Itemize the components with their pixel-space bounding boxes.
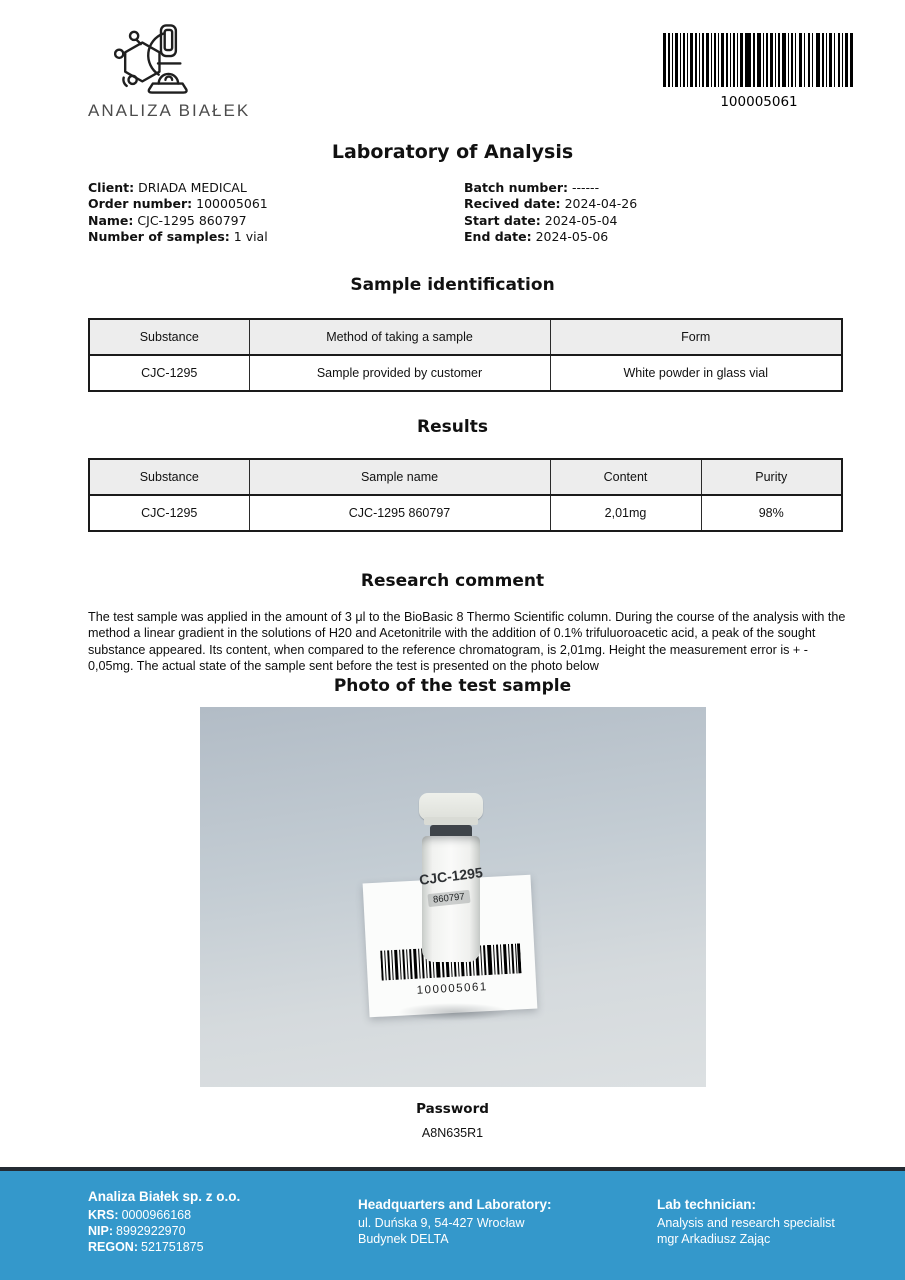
column-header: Purity <box>701 459 842 495</box>
column-header: Substance <box>89 459 249 495</box>
nip-line: NIP: 8992922970 <box>88 1224 186 1238</box>
password-value: A8N635R1 <box>421 1125 484 1140</box>
table-cell: 98% <box>701 495 842 531</box>
sample-identification-table <box>88 318 843 392</box>
order-info-right <box>464 180 637 246</box>
footer-company-block <box>88 1171 358 1280</box>
name-line: Name: CJC-1295 860797 <box>88 212 247 228</box>
sample-photo <box>200 707 706 1087</box>
results-table <box>88 458 843 532</box>
table-cell: Sample provided by customer <box>249 355 550 391</box>
end-line: End date: 2024-05-06 <box>464 229 609 245</box>
table-cell: 2,01mg <box>550 495 701 531</box>
column-header: Sample name <box>249 459 550 495</box>
krs-line: KRS: 0000966168 <box>88 1208 192 1222</box>
column-header: Form <box>550 319 842 355</box>
received-line: Recived date: 2024-04-26 <box>464 196 638 212</box>
microscope-molecule-icon <box>114 20 196 98</box>
photo-heading: Photo of the test sample <box>333 675 572 696</box>
vial-shadow <box>398 1003 510 1021</box>
results-heading: Results <box>417 416 488 437</box>
password-heading: Password <box>416 1100 489 1117</box>
vial-body <box>417 836 484 962</box>
order-number-line: Order number: 100005061 <box>88 196 268 212</box>
vial-batch-label: 860797 <box>427 889 470 906</box>
footer-address-block <box>358 1171 657 1280</box>
sample-vial <box>419 793 483 962</box>
sample-identification-heading: Sample identification <box>350 274 555 295</box>
research-comment-text: The test sample was applied in the amount of 3 μl to the BioBasic 8 Thermo Scientific column. During the course of the analysis with the method a linear gradient in the solutions of H20 and Acetonitrile with the addition of 0.1% trifuluoroacetic acid, a peak of the sought substance appeared. Its content, when compared to the reference chromatogram, is 2,01mg. Height the measurement error is + - 0,05mg. The actual state of the sample sent before the test is presented on the photo below <box>88 609 846 674</box>
regon-line: REGON: 521751875 <box>88 1240 204 1254</box>
table-cell: CJC-1295 <box>89 495 249 531</box>
technician-line: Analysis and research specialist <box>657 1216 835 1230</box>
order-barcode <box>663 33 855 118</box>
column-header: Content <box>550 459 701 495</box>
order-barcode-number: 100005061 <box>720 94 798 110</box>
header <box>0 0 905 118</box>
address-line: Budynek DELTA <box>358 1232 449 1246</box>
barcode-icon <box>663 33 855 87</box>
technician-line: mgr Arkadiusz Zając <box>657 1232 771 1246</box>
vial-cap <box>419 793 483 820</box>
vial-cap-rim <box>424 817 478 825</box>
table-header-row <box>89 319 842 355</box>
table-row <box>89 495 842 531</box>
page-title: Laboratory of Analysis <box>331 141 574 163</box>
table-cell: CJC-1295 <box>89 355 249 391</box>
address-line: ul. Duńska 9, 54-427 Wrocław <box>358 1216 525 1230</box>
vial-label: CJC-1295 <box>417 863 484 888</box>
table-cell: White powder in glass vial <box>550 355 842 391</box>
table-row <box>89 355 842 391</box>
company-name: Analiza Białek sp. z o.o. <box>88 1189 241 1204</box>
batch-line: Batch number: ------ <box>464 180 600 195</box>
order-info <box>88 180 905 246</box>
column-header: Substance <box>89 319 249 355</box>
samples-line: Number of samples: 1 vial <box>88 229 268 245</box>
footer <box>0 1167 905 1280</box>
order-info-left <box>88 180 464 246</box>
column-header: Method of taking a sample <box>249 319 550 355</box>
table-header-row <box>89 459 842 495</box>
slip-barcode-number: 100005061 <box>415 980 488 997</box>
table-cell: CJC-1295 860797 <box>249 495 550 531</box>
research-comment-heading: Research comment <box>360 570 545 591</box>
logo-text: ANALIZA BIAŁEK <box>88 101 251 120</box>
client-line: Client: DRIADA MEDICAL <box>88 180 247 195</box>
footer-technician-block <box>657 1171 835 1280</box>
technician-heading: Lab technician: <box>657 1197 757 1212</box>
start-line: Start date: 2024-05-04 <box>464 212 618 228</box>
logo <box>88 20 258 118</box>
headquarters-heading: Headquarters and Laboratory: <box>358 1197 552 1212</box>
